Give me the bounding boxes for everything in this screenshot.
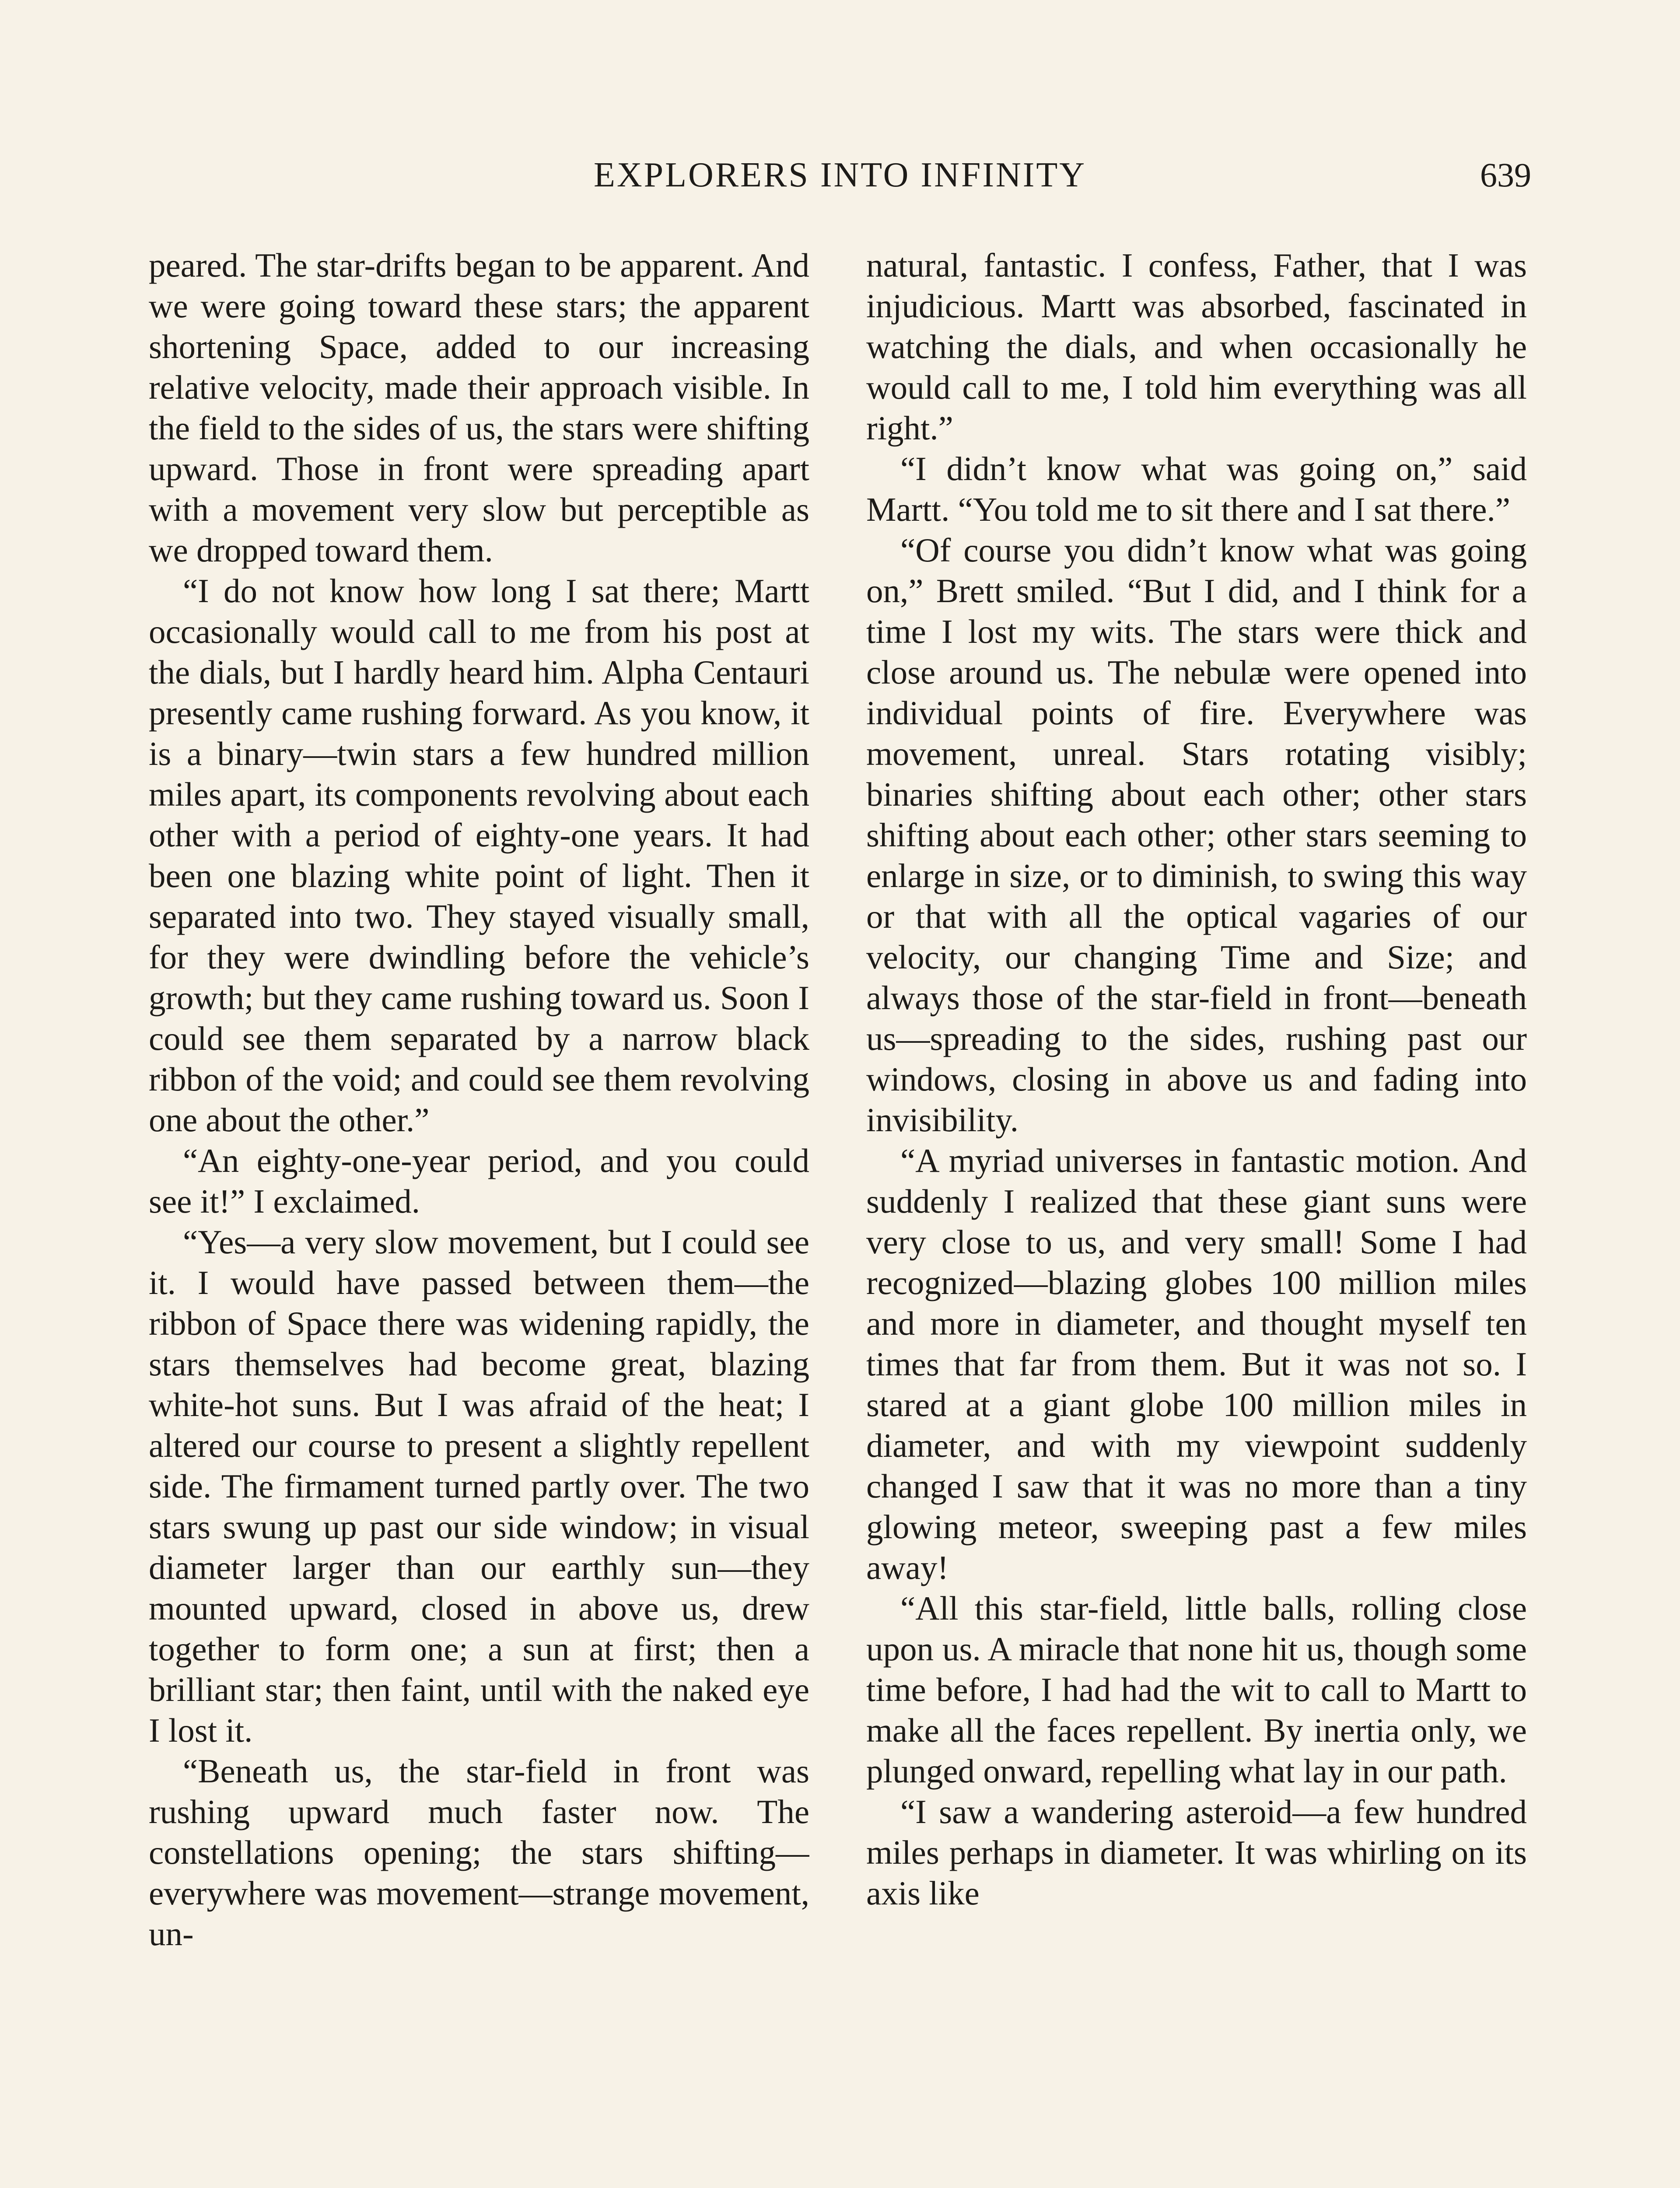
paragraph: natural, fantastic. I confess, Father, that I was injudicious. Martt was absorbed, fascinated in watching the dials, and when occasionally he would call to me, I told him everything was all right.” <box>866 246 1527 447</box>
paragraph: “All this star-field, little balls, rolling close upon us. A miracle that none hit us, though some time before, I had had the wit to call to Martt to make all the faces repellent. By inertia only, we plunged onward, repelling what lay in our path. <box>866 1589 1527 1790</box>
page-header <box>149 153 1531 201</box>
paragraph: “I didn’t know what was going on,” said Martt. “You told me to sit there and I sat there.” <box>866 450 1527 528</box>
left-column <box>149 245 809 2188</box>
paragraph: peared. The star-drifts began to be apparent. And we were going toward these stars; the apparent shortening Space, added to our increasing relative velocity, made their approach visible. In the field to the sides of us, the stars were shifting upward. Those in front were spreading apart with a movement very slow but perceptible as we dropped toward them. <box>149 246 809 569</box>
paragraph: “Of course you didn’t know what was going on,” Brett smiled. “But I did, and I think for a time I lost my wits. The stars were thick and close around us. The nebulæ were opened into individual points of fire. Everywhere was movement, unreal. Stars rotating visibly; binaries shifting about each other; other stars shifting about each other; other stars seeming to enlarge in size, or to diminish, to swing this way or that with all the optical vagaries of our velocity, our changing Time and Size; and always those of the star-field in front—beneath us—spreading to the sides, rushing past our windows, closing in above us and fading into invisibility. <box>866 531 1527 1139</box>
paragraph: “I saw a wandering asteroid—a few hundred miles perhaps in diameter. It was whirling on its axis like <box>866 1793 1527 1912</box>
running-title: EXPLORERS INTO INFINITY <box>593 156 1087 194</box>
paragraph: “Beneath us, the star-field in front was rushing upward much faster now. The constellations opening; the stars shifting—everywhere was movement—strange movement, un- <box>149 1752 809 1953</box>
paragraph: “An eighty-one-year period, and you could see it!” I exclaimed. <box>149 1142 809 1220</box>
page-number: 639 <box>1480 156 1531 194</box>
right-column <box>866 245 1527 2188</box>
paragraph: “I do not know how long I sat there; Martt occasionally would call to me from his post at the dials, but I hardly heard him. Alpha Centauri presently came rushing forward. As you know, it is a binary—twin stars a few hundred million miles apart, its components revolving about each other with a period of eighty-one years. It had been one blazing white point of light. Then it separated into two. They stayed visually small, for they were dwindling before the vehicle’s growth; but they came rushing toward us. Soon I could see them separated by a narrow black ribbon of the void; and could see them revolving one about the other.” <box>149 572 809 1139</box>
paragraph: “A myriad universes in fantastic motion. And suddenly I realized that these giant suns were very close to us, and very small! Some I had recognized—blazing globes 100 million miles and more in diameter, and thought myself ten times that far from them. But it was not so. I stared at a giant globe 100 million miles in diameter, and with my viewpoint suddenly changed I saw that it was no more than a tiny glowing meteor, sweeping past a few miles away! <box>866 1142 1527 1586</box>
paragraph: “Yes—a very slow movement, but I could see it. I would have passed between them—the ribbon of Space there was widening rapidly, the stars themselves had become great, blazing white-hot suns. But I was afraid of the heat; I altered our course to present a slightly repellent side. The firmament turned partly over. The two stars swung up past our side window; in visual diameter larger than our earthly sun—they mounted upward, closed in above us, drew together to form one; a sun at first; then a brilliant star; then faint, until with the naked eye I lost it. <box>149 1223 809 1749</box>
